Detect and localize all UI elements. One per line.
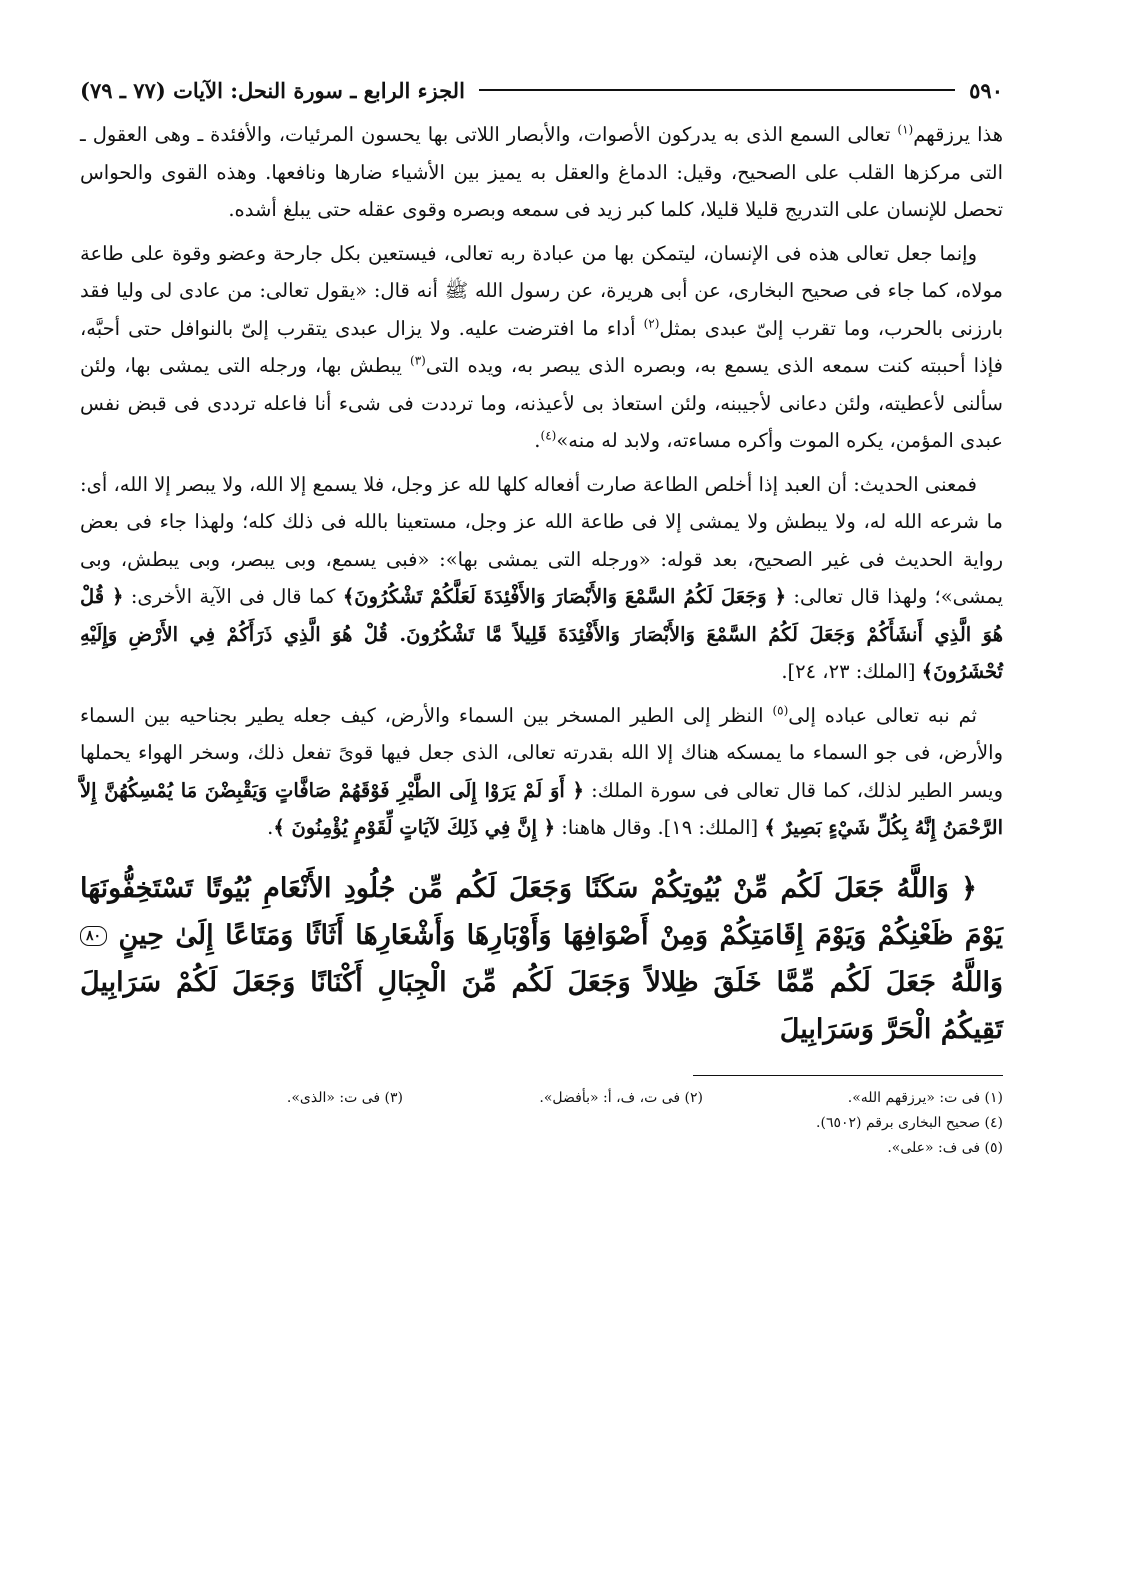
footnote-separator bbox=[693, 1075, 1003, 1076]
text-span: أداء ما افترضت عليه. ولا يزال عبدى يتقرب إلىّ بالنوافل حتى أحبَّه، فإذا أحببته كنت سمعه الذى يسمع به، وبصره الذى يبصر به، ويده التى bbox=[80, 316, 1003, 377]
paragraph bbox=[80, 235, 1003, 460]
footnote-marker: (٤) bbox=[540, 428, 557, 443]
footnote: (٥) فى ف: «على». bbox=[887, 1139, 1003, 1156]
text-span: وإنما جعل تعالى هذه فى الإنسان، ليتمكن بها من عبادة ربه تعالى، فيستعين بكل جارحة وعضو وقوة على طاعة مولاه، كما جاء فى صحيح البخارى، عن أبى هريرة، عن رسول الله ﷺ أنه قال: «يقول تعالى: من عادى لى وليا فقد بارزنى بالحرب، وما تقرب إلىّ عبدى بمثل bbox=[80, 241, 1004, 340]
verse-text: وَاللَّهُ جَعَلَ لَكُم مِّمَّا خَلَقَ ظِلالاً وَجَعَلَ لَكُم مِّنَ الْجِبَالِ أَكْنَانًا وَجَعَلَ لَكُمْ سَرَابِيلَ تَقِيكُمُ الْحَرَّ وَسَرَابِيلَ bbox=[80, 966, 1003, 1045]
verse-text: ﴿ وَاللَّهُ جَعَلَ لَكُم مِّنْ بُيُوتِكُمْ سَكَنًا وَجَعَلَ لَكُم مِّن جُلُودِ الأَنْعَامِ بُيُوتًا تَسْتَخِفُّونَهَا يَوْمَ ظَعْنِكُمْ وَيَوْمَ إِقَامَتِكُمْ وَمِنْ أَصْوَافِهَا وَأَوْبَارِهَا وَأَشْعَارِهَا أَثَاثًا وَمَتَاعًا إِلَىٰ حِينٍ bbox=[80, 872, 1003, 951]
text-span: . bbox=[534, 429, 541, 452]
text-span: تعالى السمع الذى به يدركون الأصوات، والأبصار اللاتى بها يحسون المرئيات، والأفئدة ـ وهى العقول ـ التى مركزها القلب على الصحيح، وقيل: الدماغ والعقل به يميز بين الأشياء ضارها ونافعها. وهذه القوى والحواس تحصل للإنسان على التدريج قليلا قليلا، كلما كبر زيد فى سمعه وبصره وقوى عقله حتى يبلغ أشده. bbox=[80, 123, 1003, 221]
text-span: [الملك: ١٩]. وقال هاهنا: bbox=[555, 816, 765, 839]
text-span: هذا يرزقهم bbox=[913, 123, 1004, 146]
header-rule bbox=[479, 89, 955, 91]
footnote-row bbox=[80, 1136, 1003, 1161]
footnote: (٤) صحيح البخارى برقم (٦٥٠٢). bbox=[816, 1114, 1003, 1131]
quran-verses-block bbox=[80, 865, 1003, 1053]
text-span: يبطش بها، ورجله التى يمشى بها، ولئن سألنى لأعطيته، ولئن دعانى لأجيبنه، ولئن استعاذ بى لأعيذنه، وما ترددت فى شىء أنا فاعله ترددى فى قبض نفس عبدى المؤمن، يكره الموت وأكره مساءته، ولابد له منه» bbox=[80, 354, 1003, 452]
footnote-marker: (٣) bbox=[410, 353, 426, 368]
quran-quote: ﴿ إِنَّ فِي ذَلِكَ لآيَاتٍ لِّقَوْمٍ يُؤْمِنُونَ ﴾ bbox=[273, 816, 556, 839]
footnote-marker: (٥) bbox=[772, 703, 789, 717]
paragraph bbox=[80, 697, 1003, 847]
footnote: (٢) فى ت، ف، أ: «بأفضل». bbox=[539, 1089, 703, 1106]
quran-quote: ﴿ أَوَ لَمْ يَرَوْا إِلَى الطَّيْرِ فَوْقَهُمْ صَافَّاتٍ وَيَقْبِضْنَ مَا يُمْسِكُهُنَّ إِلاَّ الرَّحْمَنُ إِنَّهُ بِكُلِّ شَيْءٍ بَصِيرٌ ﴾ bbox=[80, 778, 1003, 839]
paragraph bbox=[80, 466, 1003, 691]
text-span: [الملك: ٢٣، ٢٤]. bbox=[781, 660, 922, 683]
footnote-row bbox=[80, 1086, 1003, 1111]
ayah-number-marker: ٨٠ bbox=[80, 926, 107, 946]
page-number: ٥٩٠ bbox=[969, 77, 1003, 103]
footnote: (١) فى ت: «يرزقهم الله». bbox=[847, 1089, 1003, 1106]
footnote-marker: (١) bbox=[897, 122, 914, 137]
paragraph bbox=[80, 116, 1003, 229]
text-span: ثم نبه تعالى عباده إلى bbox=[788, 703, 977, 727]
text-span: النظر إلى الطير المسخر بين السماء والأرض، كيف جعله يطير بجناحيه بين السماء والأرض، فى جو السماء ما يمسكه هناك إلا الله بقدرته تعالى، الذى جعل فيها قوىً تفعل ذلك، وسخر الهواء يحملها ويسر الطير لذلك، كما قال تعالى فى سورة الملك: bbox=[80, 703, 1003, 802]
footnote: (٣) فى ت: «الذى». bbox=[286, 1089, 403, 1106]
running-header bbox=[80, 70, 1003, 110]
quran-quote: ﴿ وَجَعَلَ لَكُمُ السَّمْعَ وَالأَبْصَارَ وَالأَفْئِدَةَ لَعَلَّكُمْ تَشْكُرُونَ﴾ bbox=[342, 585, 787, 608]
main-text bbox=[80, 116, 1003, 847]
footnotes bbox=[80, 1086, 1003, 1161]
footnote-marker: (٢) bbox=[643, 316, 660, 330]
text-span: كما قال فى الآية الأخرى: bbox=[123, 585, 343, 608]
quran-quote: ﴿ قُلْ هُوَ الَّذِي أَنشَأَكُمْ وَجَعَلَ لَكُمُ السَّمْعَ وَالأَبْصَارَ وَالأَفْئِدَةَ قَلِيلاً مَّا تَشْكُرُونَ. قُلْ هُوَ الَّذِي ذَرَأَكُمْ فِي الأَرْضِ وَإِلَيْهِ تُحْشَرُونَ﴾ bbox=[80, 585, 1003, 683]
footnote-row bbox=[80, 1111, 1003, 1136]
header-title: الجزء الرابع ـ سورة النحل: الآيات (٧٧ ـ ٧٩) bbox=[80, 77, 465, 103]
text-span: . bbox=[267, 816, 274, 839]
text-span: فمعنى الحديث: أن العبد إذا أخلص الطاعة صارت أفعاله كلها لله عز وجل، فلا يسمع إلا الله، ولا يبصر إلا الله، أى: ما شرعه الله له، ولا يبطش ولا يمشى إلا فى طاعة الله عز وجل، مستعينا بالله فى ذلك كله؛ ولهذا جاء فى بعض رواية الحديث فى غير الصحيح، بعد قوله: «ورجله التى يمشى بها»: «فبى يسمع، وبى يبصر، وبى يبطش، وبى يمشى»؛ ولهذا قال تعالى: bbox=[80, 472, 1003, 608]
